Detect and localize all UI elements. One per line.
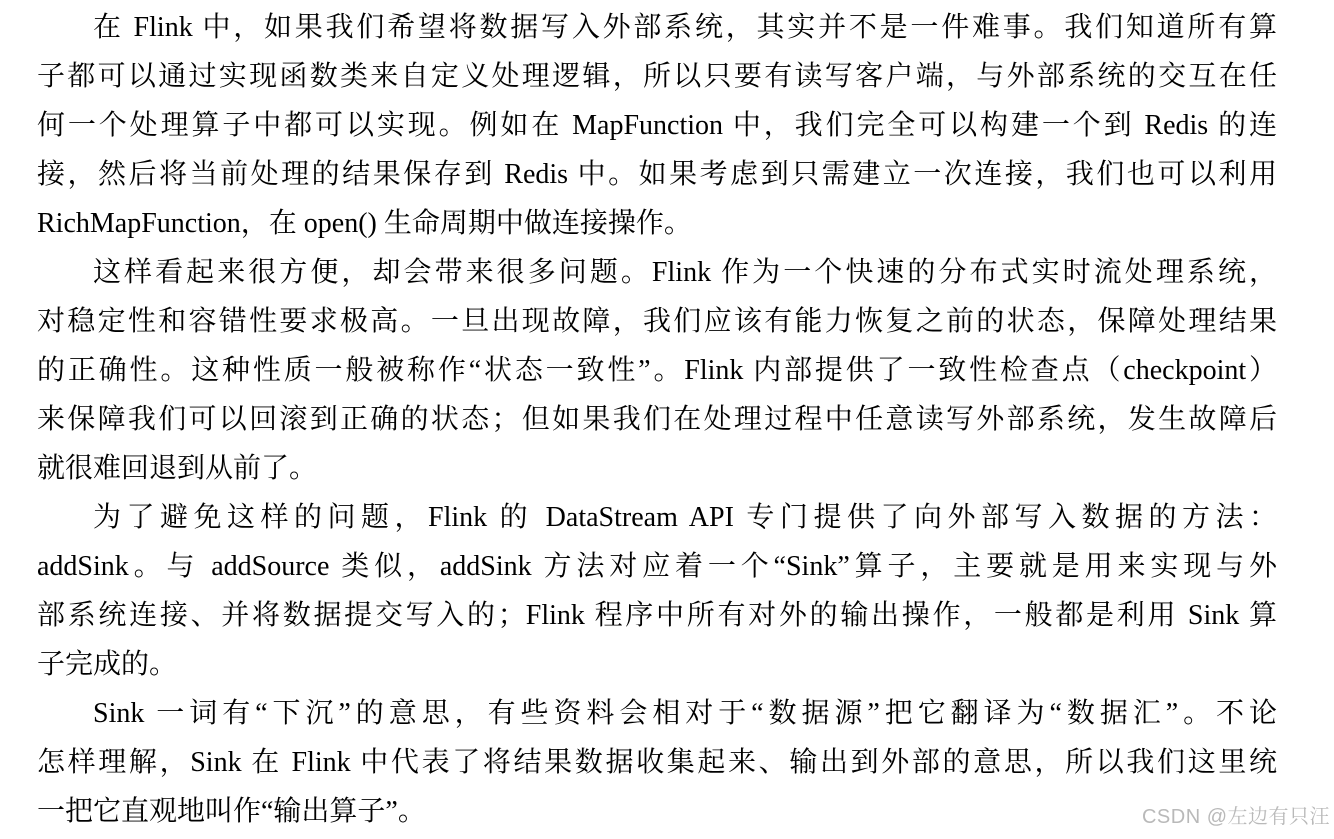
text-line: 在 Flink 中，如果我们希望将数据写入外部系统，其实并不是一件难事。我们知道所有算 bbox=[93, 12, 1277, 43]
text-line: 就很难回退到从前了。 bbox=[37, 453, 318, 484]
text-line: Sink 一词有“下沉”的意思，有些资料会相对于“数据源”把它翻译为“数据汇”。不论 bbox=[93, 698, 1277, 729]
paragraph-4 bbox=[37, 689, 1277, 836]
text-line: 子完成的。 bbox=[37, 649, 178, 680]
text-line: 这样看起来很方便，却会带来很多问题。Flink 作为一个快速的分布式实时流处理系统， bbox=[93, 257, 1277, 288]
text-line: 子都可以通过实现函数类来自定义处理逻辑，所以只要有读写客户端，与外部系统的交互在任 bbox=[37, 61, 1277, 92]
text-line: 对稳定性和容错性要求极高。一旦出现故障，我们应该有能力恢复之前的状态，保障处理结果 bbox=[37, 306, 1277, 337]
text-line: 一把它直观地叫作“输出算子”。 bbox=[37, 796, 426, 827]
text-line: 部系统连接、并将数据提交写入的；Flink 程序中所有对外的输出操作，一般都是利用 Sink 算 bbox=[37, 600, 1277, 631]
text-line: 的正确性。这种性质一般被称作“状态一致性”。Flink 内部提供了一致性检查点（checkpoint） bbox=[37, 355, 1277, 386]
text-line: RichMapFunction，在 open() 生命周期中做连接操作。 bbox=[37, 208, 692, 239]
text-line: 怎样理解，Sink 在 Flink 中代表了将结果数据收集起来、输出到外部的意思，所以我们这里统 bbox=[37, 747, 1277, 778]
paragraph-1 bbox=[37, 3, 1277, 248]
text-line: 何一个处理算子中都可以实现。例如在 MapFunction 中，我们完全可以构建一个到 Redis 的连 bbox=[37, 110, 1277, 141]
paragraph-2 bbox=[37, 248, 1277, 493]
text-line: 为了避免这样的问题，Flink 的 DataStream API 专门提供了向外部写入数据的方法： bbox=[93, 502, 1277, 533]
csdn-watermark: CSDN @左边有只汪 bbox=[1141, 806, 1330, 828]
text-line: 来保障我们可以回滚到正确的状态；但如果我们在处理过程中任意读写外部系统，发生故障后 bbox=[37, 404, 1277, 435]
paragraph-3 bbox=[37, 493, 1277, 689]
text-line: 接，然后将当前处理的结果保存到 Redis 中。如果考虑到只需建立一次连接，我们也可以利用 bbox=[37, 159, 1277, 190]
text-line: addSink。与 addSource 类似，addSink 方法对应着一个“Sink”算子，主要就是用来实现与外 bbox=[37, 551, 1277, 582]
